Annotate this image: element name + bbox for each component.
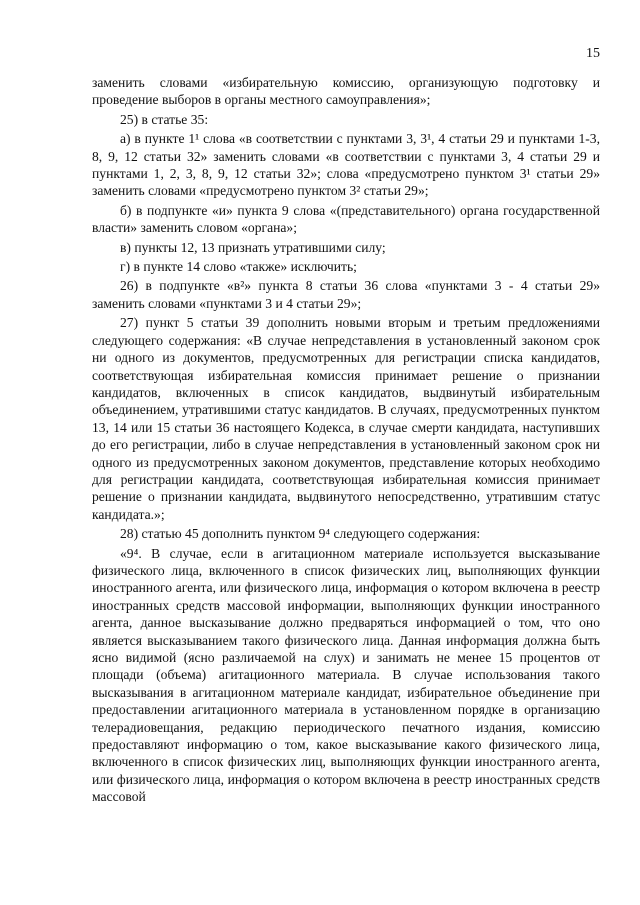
paragraph: г) в пункте 14 слово «также» исключить; bbox=[120, 259, 357, 275]
document-body bbox=[92, 74, 600, 806]
page-number: 15 bbox=[586, 46, 600, 61]
paragraph: 27) пункт 5 статьи 39 дополнить новыми вторым и третьим предложениями следующего содержания: «В случае непредставления в установленный законом срок ни одного из документов, предусмотренных для регистрации списка кандидатов, соответствующая избирательная комиссия принимает решение о признании кандидатов, включенных в список кандидатов, выдвинутый избирательным объединением, утратившими статус кандидатов. В случаях, предусмотренных пунктом 13, 14 или 15 статьи 36 настоящего Кодекса, в случае смерти кандидата, наступивших до его регистрации, либо в случае непредставления в установленный законом срок ни одного из предусмотренных законом документов, представление которых необходимо для регистрации кандидата, соответствующая избирательная комиссия принимает решение о признании кандидата, выдвинутого непосредственно, утратившим статус кандидата.»; bbox=[92, 315, 600, 522]
paragraph: «9⁴. В случае, если в агитационном материале используется высказывание физического лица, включенного в список физических лиц, выполняющих функции иностранного агента, или физического лица, информация о котором включена в реестр иностранных средств массовой информации, выполняющих функции иностранного агента, данное высказывание должно предваряться информацией о том, что оно является высказыванием такого физического лица. Данная информация должна быть ясно видимой (ясно различаемой на слух) и занимать не менее 15 процентов от площади (объема) агитационного материала. В случае использования такого высказывания в агитационном материале кандидат, избирательное объединение при предоставлении агитационного материала в установленном порядке в организацию телерадиовещания, редакцию периодического печатного издания, комиссию предоставляют информацию о том, какое высказывание какого физического лица, включенного в список физических лиц, выполняющих функции иностранного агента, или физического лица, информация о котором включена в реестр иностранных средств массовой bbox=[92, 545, 600, 805]
paragraph: а) в пункте 1¹ слова «в соответствии с пунктами 3, 3¹, 4 статьи 29 и пунктами 1-3, 8, 9, 12 статьи 32» заменить словами «в соответствии с пунктами 3, 4 статьи 29 и пунктами 1, 2, 3, 8, 9, 12 статьи 32»; слова «предусмотрено пунктом 3¹ статьи 29» заменить словами «предусмотрено пунктом 3² статьи 29»; bbox=[92, 131, 600, 199]
paragraph: в) пункты 12, 13 признать утратившими силу; bbox=[120, 239, 386, 255]
paragraph: 28) статью 45 дополнить пунктом 9⁴ следующего содержания: bbox=[120, 526, 481, 542]
paragraph: б) в подпункте «и» пункта 9 слова «(представительного) органа государственной власти» заменить словом «органа»; bbox=[92, 202, 600, 236]
paragraph: 26) в подпункте «в²» пункта 8 статьи 36 слова «пунктами 3 - 4 статьи 29» заменить словами «пунктами 3 и 4 статьи 29»; bbox=[92, 278, 600, 311]
paragraph: заменить словами «избирательную комиссию, организующую подготовку и проведение выборов в органы местного самоуправления»; bbox=[92, 75, 600, 108]
paragraph: 25) в статье 35: bbox=[120, 111, 209, 127]
